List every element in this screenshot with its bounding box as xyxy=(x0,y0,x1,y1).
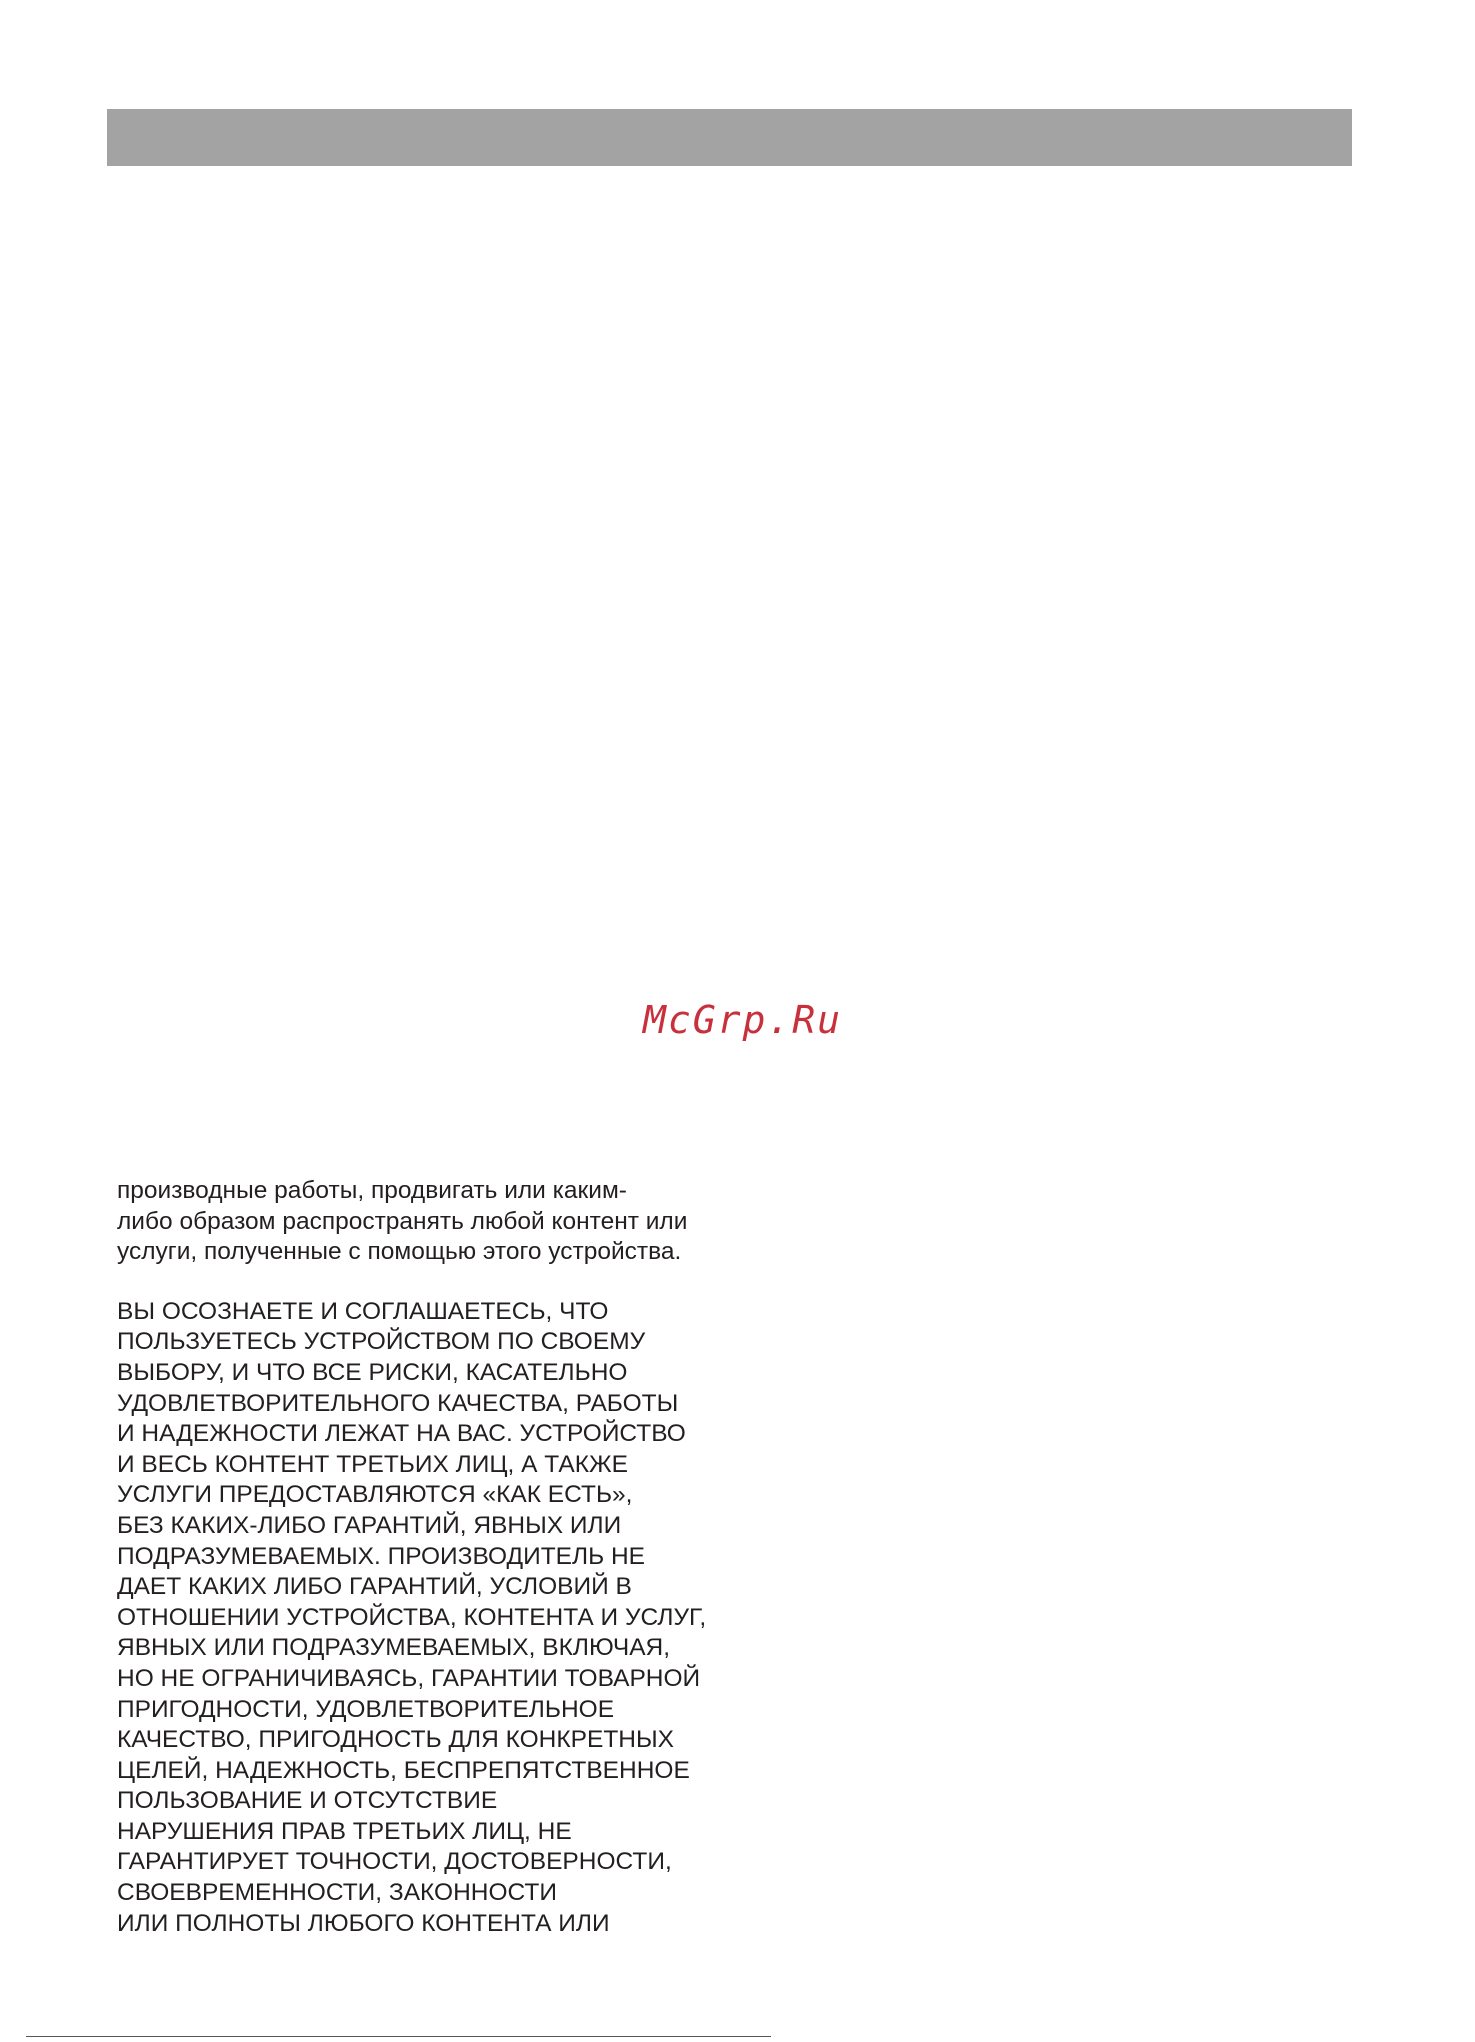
text-line: И ВЕСЬ КОНТЕНТ ТРЕТЬИХ ЛИЦ, А ТАКЖЕ xyxy=(117,1450,628,1478)
text-line: производные работы, продвигать или каким- xyxy=(117,1177,627,1204)
text-line: НАРУШЕНИЯ ПРАВ ТРЕТЬИХ ЛИЦ, НЕ xyxy=(117,1817,572,1845)
text-column xyxy=(117,1176,757,1939)
text-line: ГАРАНТИРУЕТ ТОЧНОСТИ, ДОСТОВЕРНОСТИ, xyxy=(117,1848,672,1876)
text-line: либо образом распространять любой контент или xyxy=(117,1207,688,1235)
paragraph-intro xyxy=(117,1176,757,1268)
text-line: ПОЛЬЗОВАНИЕ И ОТСУТСТВИЕ xyxy=(117,1787,498,1815)
text-line: И НАДЕЖНОСТИ ЛЕЖАТ НА ВАС. УСТРОЙСТВО xyxy=(117,1420,686,1448)
text-line: ДАЕТ КАКИХ ЛИБО ГАРАНТИЙ, УСЛОВИЙ В xyxy=(117,1573,632,1601)
text-line: ЯВНЫХ ИЛИ ПОДРАЗУМЕВАЕМЫХ, ВКЛЮЧАЯ, xyxy=(117,1634,671,1662)
text-line: ПОЛЬЗУЕТЕСЬ УСТРОЙСТВОМ ПО СВОЕМУ xyxy=(117,1328,646,1356)
text-line: НО НЕ ОГРАНИЧИВАЯСЬ, ГАРАНТИИ ТОВАРНОЙ xyxy=(117,1664,701,1692)
header-bar xyxy=(107,109,1352,166)
text-line: ПРИГОДНОСТИ, УДОВЛЕТВОРИТЕЛЬНОЕ xyxy=(117,1695,615,1723)
text-line: УДОВЛЕТВОРИТЕЛЬНОГО КАЧЕСТВА, РАБОТЫ xyxy=(117,1389,679,1417)
text-line: ПОДРАЗУМЕВАЕМЫХ. ПРОИЗВОДИТЕЛЬ НЕ xyxy=(117,1542,646,1570)
text-line: УСЛУГИ ПРЕДОСТАВЛЯЮТСЯ «КАК ЕСТЬ», xyxy=(117,1481,633,1509)
paragraph-disclaimer xyxy=(117,1297,757,1939)
text-line: СВОЕВРЕМЕННОСТИ, ЗАКОННОСТИ xyxy=(117,1879,557,1907)
text-line: услуги, полученные с помощью этого устройства. xyxy=(117,1238,682,1266)
watermark-text: McGrp.Ru xyxy=(643,998,843,1042)
text-line: ВЫБОРУ, И ЧТО ВСЕ РИСКИ, КАСАТЕЛЬНО xyxy=(117,1358,628,1386)
text-line: ВЫ ОСОЗНАЕТЕ И СОГЛАШАЕТЕСЬ, ЧТО xyxy=(117,1297,609,1325)
text-line: ЦЕЛЕЙ, НАДЕЖНОСТЬ, БЕСПРЕПЯТСТВЕННОЕ xyxy=(117,1756,690,1784)
text-line: ИЛИ ПОЛНОТЫ ЛЮБОГО КОНТЕНТА ИЛИ xyxy=(117,1909,610,1937)
text-line: КАЧЕСТВО, ПРИГОДНОСТЬ ДЛЯ КОНКРЕТНЫХ xyxy=(117,1726,675,1754)
text-line: БЕЗ КАКИХ-ЛИБО ГАРАНТИЙ, ЯВНЫХ ИЛИ xyxy=(117,1511,622,1539)
text-line: ОТНОШЕНИИ УСТРОЙСТВА, КОНТЕНТА И УСЛУГ, xyxy=(117,1603,707,1631)
footer-divider xyxy=(26,2036,771,2037)
